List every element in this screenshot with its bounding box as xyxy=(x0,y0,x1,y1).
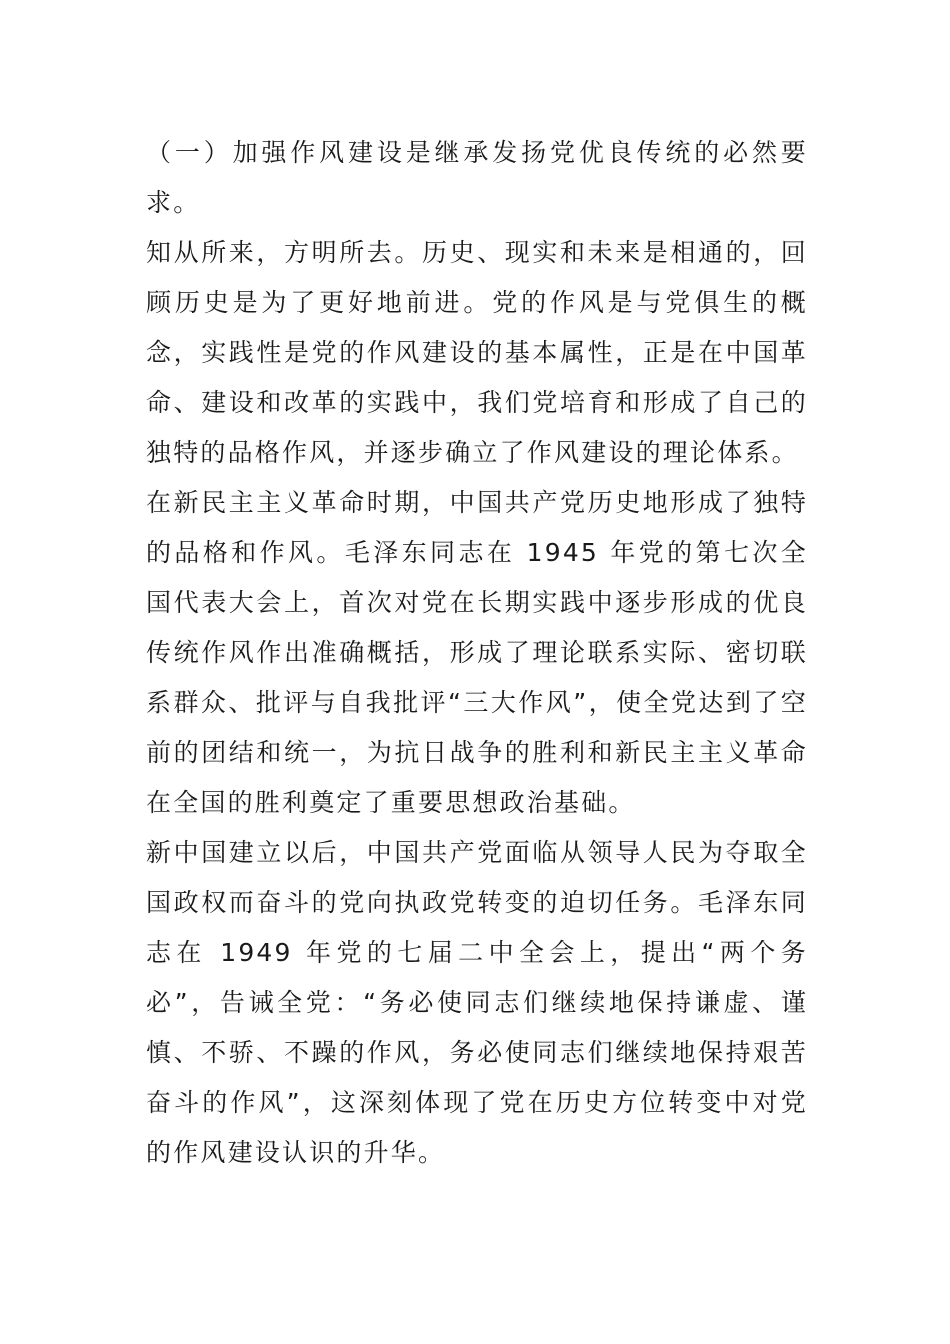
document-body xyxy=(146,128,808,1178)
paragraph-history-intro: 知从所来，方明所去。历史、现实和未来是相通的，回顾历史是为了更好地前进。党的作风是与党俱生的概念，实践性是党的作风建设的基本属性，正是在中国革命、建设和改革的实践中，我们党培育和形成了自己的独特的品格作风，并逐步确立了作风建设的理论体系。 xyxy=(146,238,808,467)
section-heading: （一）加强作风建设是继承发扬党优良传统的必然要求。 xyxy=(146,138,808,217)
paragraph-new-china: 新中国建立以后，中国共产党面临从领导人民为夺取全国政权而奋斗的党向执政党转变的迫切任务。毛泽东同志在 1949 年党的七届二中全会上，提出“两个务必”，告诫全党：“务必使同志们继续地保持谦虚、谨慎、不骄、不躁的作风，务必使同志们继续地保持艰苦奋斗的作风”，这深刻体现了党在历史方位转变中对党的作风建设认识的升华。 xyxy=(146,838,808,1167)
paragraph-new-democratic-revolution: 在新民主主义革命时期，中国共产党历史地形成了独特的品格和作风。毛泽东同志在 1945 年党的第七次全国代表大会上，首次对党在长期实践中逐步形成的优良传统作风作出准确概括，形成了理论联系实际、密切联系群众、批评与自我批评“三大作风”，使全党达到了空前的团结和统一，为抗日战争的胜利和新民主主义革命在全国的胜利奠定了重要思想政治基础。 xyxy=(146,488,808,817)
